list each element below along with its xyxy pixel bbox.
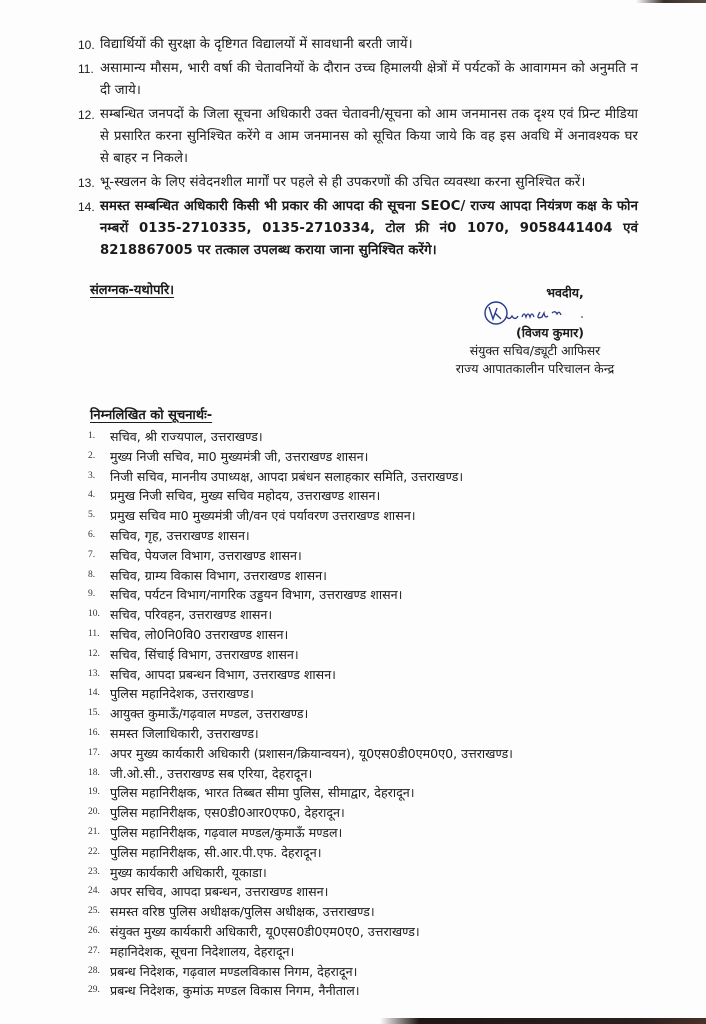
recipient-item [88, 863, 628, 883]
recipient-text: समस्त जिलाधिकारी, उत्तराखण्ड। [110, 725, 259, 741]
scan-edge-shadow-top [636, 0, 706, 3]
recipient-text: सचिव, श्री राज्यपाल, उत्तराखण्ड। [110, 429, 263, 444]
recipient-number: 13. [88, 668, 100, 679]
recipient-number: 27. [88, 945, 100, 956]
recipient-number: 11. [88, 628, 100, 639]
recipient-item [88, 566, 628, 586]
recipient-item [88, 486, 628, 506]
recipient-item [88, 803, 628, 823]
recipient-number: 17. [88, 747, 100, 758]
recipient-text: सचिव, पर्यटन विभाग/नागरिक उड्डयन विभाग, उत्तराखण्ड शासन। [110, 587, 403, 603]
recipient-text: अपर मुख्य कार्यकारी अधिकारी (प्रशासन/क्रियान्वयन), यू0एस0डी0एम0ए0, उत्तराखण्ड। [110, 745, 513, 761]
directive-item [78, 34, 638, 56]
recipient-text: सचिव, पेयजल विभाग, उत्तराखण्ड शासन। [110, 547, 302, 563]
attachment-note: संलग्नक-यथोपरि। [90, 283, 175, 298]
recipient-number: 28. [88, 965, 100, 976]
recipient-number: 26. [88, 925, 100, 936]
scan-edge-shadow-bottom [380, 1018, 706, 1024]
recipient-text: सचिव, आपदा प्रबन्धन विभाग, उत्तराखण्ड शासन। [110, 666, 336, 682]
signatory-designation: संयुक्त सचिव/ड्यूटी आफिसर [469, 343, 601, 358]
directive-number: 12. [78, 108, 95, 122]
recipient-item [88, 447, 628, 467]
recipient-number: 16. [88, 727, 100, 738]
recipient-text: पुलिस महानिरीक्षक, एस0डी0आर0एफ0, देहरादून। [110, 805, 345, 821]
recipient-item [88, 724, 628, 744]
recipient-text: प्रबन्ध निदेशक, कुमांऊ मण्डल विकास निगम, नैनीताल। [110, 983, 360, 999]
recipient-number: 24. [88, 886, 100, 897]
recipient-item [88, 625, 628, 645]
directive-text: सम्बन्धित जनपदों के जिला सूचना अधिकारी उक्त चेतावनी/सूचना को आम जनमानस तक दृश्य एवं प्रिन्ट मीडिया से प्रसारित करना सुनिश्चित करेंगे व आम जनमानस को सूचित किया जाये कि वह इस अवधि में अनावश्यक घर से बाहर न निकले। [100, 107, 638, 166]
recipient-number: 6. [88, 529, 96, 540]
recipient-number: 9. [88, 589, 96, 600]
recipient-text: सचिव, लो0नि0वि0 उत्तराखण्ड शासन। [110, 626, 289, 642]
recipient-text: प्रबन्ध निदेशक, गढ़वाल मण्डलविकास निगम, देहरादून। [110, 963, 358, 979]
recipient-number: 10. [88, 609, 100, 620]
recipient-text: प्रमुख सचिव मा0 मुख्यमंत्री जी/वन एवं पर्यावरण उत्तराखण्ड शासन। [110, 508, 416, 524]
recipient-text: प्रमुख निजी सचिव, मुख्य सचिव महोदय, उत्तराखण्ड शासन। [110, 488, 381, 504]
signature-block [420, 284, 650, 378]
recipient-text: संयुक्त मुख्य कार्यकारी अधिकारी, यू0एस0डी0एम0ए0, उत्तराखण्ड। [110, 923, 420, 939]
directive-number: 11. [78, 62, 94, 76]
recipient-number: 8. [88, 569, 96, 580]
copy-to-recipient-list [88, 427, 628, 1001]
recipient-item [88, 704, 628, 724]
recipient-number: 2. [88, 450, 96, 461]
recipient-number: 19. [88, 787, 100, 798]
recipient-item [88, 645, 628, 665]
recipient-item [88, 744, 628, 764]
directive-text: असामान्य मौसम, भारी वर्षा की चेतावनियों के दौरान उच्च हिमालयी क्षेत्रों में पर्यटकों के आवागमन को अनुमति न दी जाये। [100, 61, 638, 98]
recipient-item [88, 843, 628, 863]
recipient-text: जी.ओ.सी., उत्तराखण्ड सब एरिया, देहरादून। [110, 765, 313, 781]
directive-number: 13. [78, 176, 95, 190]
recipient-text: पुलिस महानिदेशक, उत्तराखण्ड। [110, 686, 254, 702]
recipient-text: महानिदेशक, सूचना निदेशालय, देहरादून। [110, 943, 295, 959]
recipient-number: 22. [88, 846, 100, 857]
recipient-number: 18. [88, 767, 100, 778]
recipient-number: 14. [88, 688, 100, 699]
recipient-item [88, 605, 628, 625]
recipient-item [88, 546, 628, 566]
recipient-number: 1. [88, 431, 96, 441]
recipient-item [88, 902, 628, 922]
recipient-item [88, 783, 628, 803]
recipient-text: सचिव, ग्राम्य विकास विभाग, उत्तराखण्ड शासन। [110, 567, 327, 583]
recipient-number: 29. [88, 985, 100, 996]
recipient-item [88, 684, 628, 704]
directive-item [78, 104, 638, 170]
recipient-text: निजी सचिव, माननीय उपाध्यक्ष, आपदा प्रबंधन सलाहकार समिति, उत्तराखण्ड। [110, 468, 464, 484]
recipient-number: 12. [88, 648, 100, 659]
recipient-item [88, 427, 628, 447]
directive-text: विद्यार्थियों की सुरक्षा के दृष्टिगत विद्यालयों में सावधानी बरती जायें। [100, 37, 413, 52]
recipient-text: मुख्य कार्यकारी अधिकारी, यूकाडा। [110, 864, 267, 880]
recipient-number: 20. [88, 807, 100, 818]
recipient-number: 4. [88, 490, 96, 501]
recipient-number: 21. [88, 826, 100, 837]
directive-number: 14. [78, 200, 95, 214]
recipient-text: पुलिस महानिरीक्षक, भारत तिब्बत सीमा पुलिस, सीमाद्वार, देहरादून। [110, 785, 415, 801]
recipient-number: 25. [88, 906, 100, 917]
recipient-item [88, 585, 628, 605]
recipient-number: 15. [88, 708, 100, 719]
directive-text: भू-स्खलन के लिए संवेदनशील मार्गों पर पहले से ही उपकरणों की उचित व्यवस्था करना सुनिश्चित करें। [100, 175, 586, 190]
recipient-item [88, 962, 628, 982]
directive-list [78, 34, 638, 264]
recipient-item [88, 467, 628, 487]
recipient-item [88, 823, 628, 843]
recipient-text: सचिव, गृह, उत्तराखण्ड शासन। [110, 527, 250, 543]
copy-to-heading: निम्नलिखित को सूचनार्थः- [90, 408, 213, 423]
handwritten-signature [460, 302, 650, 324]
recipient-item [88, 981, 628, 1001]
recipient-text: अपर सचिव, आपदा प्रबन्धन, उत्तराखण्ड शासन। [110, 884, 329, 900]
directive-item [78, 58, 638, 102]
signature-icon [482, 300, 602, 326]
recipient-number: 23. [88, 866, 100, 877]
recipient-item [88, 882, 628, 902]
recipient-text: सचिव, परिवहन, उत्तराखण्ड शासन। [110, 607, 273, 623]
recipient-text: पुलिस महानिरीक्षक, गढ़वाल मण्डल/कुमाऊँ मण्डल। [110, 824, 343, 840]
recipient-item [88, 764, 628, 784]
recipient-text: आयुक्त कुमाऊँ/गढ़वाल मण्डल, उत्तराखण्ड। [110, 706, 309, 722]
recipient-item [88, 922, 628, 942]
recipient-number: 7. [88, 549, 96, 560]
recipient-text: सचिव, सिंचाई विभाग, उत्तराखण्ड शासन। [110, 646, 299, 662]
recipient-item [88, 942, 628, 962]
recipient-number: 3. [88, 470, 96, 481]
recipient-item [88, 665, 628, 685]
recipient-item [88, 526, 628, 546]
directive-number: 10. [78, 38, 95, 52]
signatory-office: राज्य आपातकालीन परिचालन केन्द्र [455, 361, 615, 376]
recipient-item [88, 506, 628, 526]
directive-text: समस्त सम्बन्धित अधिकारी किसी भी प्रकार की आपदा की सूचना SEOC/ राज्य आपदा नियंत्रण कक्ष के फोन नम्बरों 0135-2710335, 0135-2710334, टोल फ्री नं0 1070, 9058441404 एवं 8218867005 पर तत्काल उपलब्ध कराया जाना सुनिश्चित करेंगे। [100, 199, 638, 258]
directive-item-contact-numbers [78, 196, 638, 262]
recipient-text: समस्त वरिष्ठ पुलिस अधीक्षक/पुलिस अधीक्षक, उत्तराखण्ड। [110, 904, 375, 920]
recipient-text: पुलिस महानिरीक्षक, सी.आर.पी.एफ. देहरादून। [110, 844, 322, 860]
closing-salutation: भवदीय, [546, 285, 584, 300]
directive-item [78, 172, 638, 194]
recipient-text: मुख्य निजी सचिव, मा0 मुख्यमंत्री जी, उत्तराखण्ड शासन। [110, 448, 369, 464]
recipient-number: 5. [88, 510, 96, 521]
signatory-name: (विजय कुमार) [516, 325, 584, 340]
